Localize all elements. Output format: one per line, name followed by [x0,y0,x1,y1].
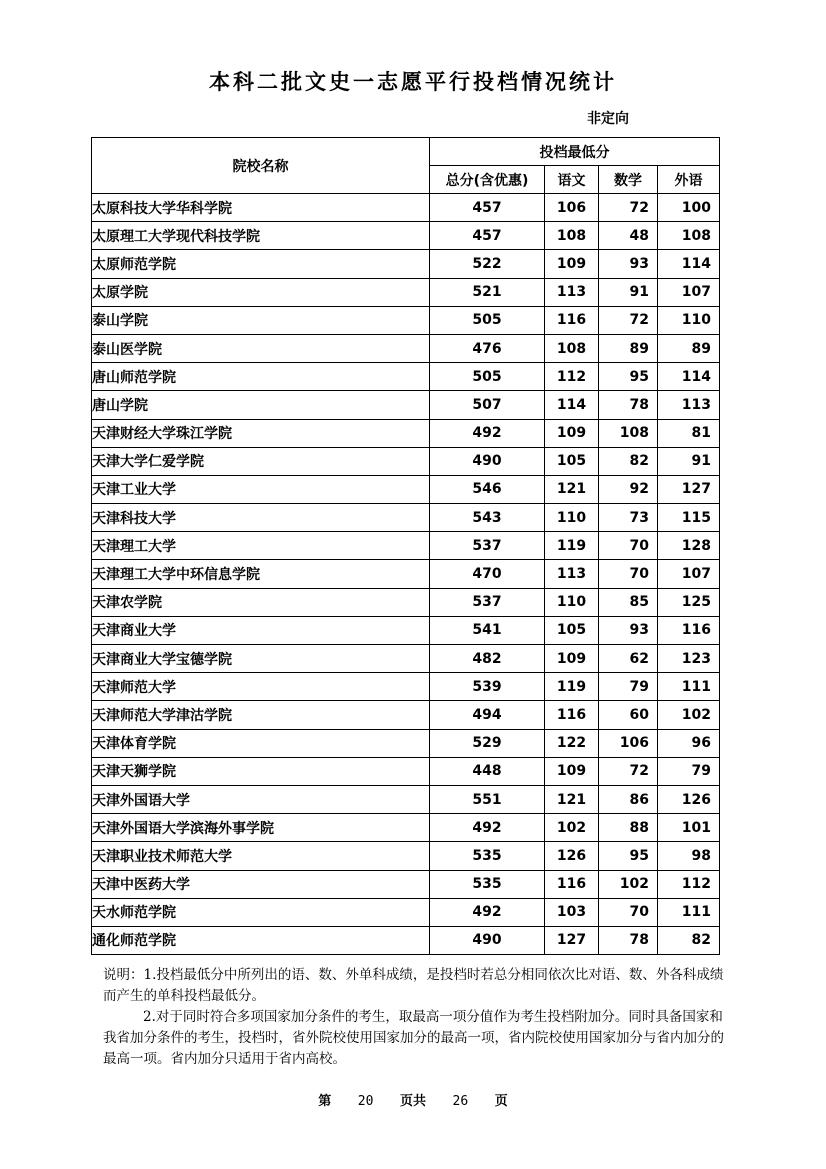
foreign-score-cell: 98 [658,842,720,870]
foreign-score-cell: 89 [658,334,720,362]
school-name-cell: 天津理工大学 [92,532,430,560]
school-name-cell: 太原师范学院 [92,250,430,278]
chinese-score-cell: 108 [545,334,599,362]
chinese-score-cell: 119 [545,532,599,560]
header-math: 数学 [599,166,658,194]
table-row [92,419,720,447]
math-score-cell: 79 [599,673,658,701]
chinese-score-cell: 110 [545,588,599,616]
math-score-cell: 89 [599,334,658,362]
total-score-cell: 476 [430,334,545,362]
math-score-cell: 78 [599,391,658,419]
foreign-score-cell: 107 [658,560,720,588]
school-name-cell: 天津外国语大学滨海外事学院 [92,814,430,842]
table-row [92,447,720,475]
math-score-cell: 102 [599,870,658,898]
total-score-cell: 470 [430,560,545,588]
total-score-cell: 492 [430,814,545,842]
school-name-cell: 天津农学院 [92,588,430,616]
school-name-cell: 天津师范大学津沽学院 [92,701,430,729]
table-row [92,729,720,757]
foreign-score-cell: 123 [658,645,720,673]
school-name-cell: 天津体育学院 [92,729,430,757]
table-row [92,391,720,419]
chinese-score-cell: 103 [545,898,599,926]
math-score-cell: 70 [599,532,658,560]
school-name-cell: 唐山师范学院 [92,363,430,391]
header-total: 总分(含优惠) [430,166,545,194]
school-name-cell: 天津商业大学 [92,616,430,644]
chinese-score-cell: 109 [545,757,599,785]
math-score-cell: 73 [599,504,658,532]
table-row [92,814,720,842]
foreign-score-cell: 82 [658,926,720,954]
table-row [92,785,720,813]
foreign-score-cell: 113 [658,391,720,419]
chinese-score-cell: 110 [545,504,599,532]
math-score-cell: 108 [599,419,658,447]
school-name-cell: 唐山学院 [92,391,430,419]
table-row [92,898,720,926]
foreign-score-cell: 102 [658,701,720,729]
school-name-cell: 太原理工大学现代科技学院 [92,222,430,250]
foreign-score-cell: 125 [658,588,720,616]
header-chinese: 语文 [545,166,599,194]
total-score-cell: 541 [430,616,545,644]
total-score-cell: 546 [430,475,545,503]
math-score-cell: 72 [599,194,658,222]
foreign-score-cell: 100 [658,194,720,222]
math-score-cell: 60 [599,701,658,729]
chinese-score-cell: 109 [545,419,599,447]
foreign-score-cell: 81 [658,419,720,447]
foreign-score-cell: 115 [658,504,720,532]
table-row [92,504,720,532]
school-name-cell: 太原科技大学华科学院 [92,194,430,222]
math-score-cell: 86 [599,785,658,813]
chinese-score-cell: 122 [545,729,599,757]
chinese-score-cell: 113 [545,560,599,588]
chinese-score-cell: 127 [545,926,599,954]
school-name-cell: 天水师范学院 [92,898,430,926]
table-row [92,673,720,701]
foreign-score-cell: 79 [658,757,720,785]
math-score-cell: 92 [599,475,658,503]
foreign-score-cell: 101 [658,814,720,842]
table-row [92,334,720,362]
school-name-cell: 天津外国语大学 [92,785,430,813]
foreign-score-cell: 114 [658,363,720,391]
math-score-cell: 88 [599,814,658,842]
school-name-cell: 天津师范大学 [92,673,430,701]
math-score-cell: 93 [599,250,658,278]
foreign-score-cell: 116 [658,616,720,644]
math-score-cell: 70 [599,560,658,588]
footer-mid: 页共 [399,1094,426,1109]
school-name-cell: 天津财经大学珠江学院 [92,419,430,447]
total-score-cell: 522 [430,250,545,278]
table-row [92,306,720,334]
foreign-score-cell: 108 [658,222,720,250]
chinese-score-cell: 121 [545,785,599,813]
table-row [92,870,720,898]
chinese-score-cell: 106 [545,194,599,222]
foreign-score-cell: 128 [658,532,720,560]
school-name-cell: 天津工业大学 [92,475,430,503]
chinese-score-cell: 116 [545,870,599,898]
score-table [91,137,720,955]
school-name-cell: 天津科技大学 [92,504,430,532]
total-score-cell: 492 [430,419,545,447]
total-score-cell: 492 [430,898,545,926]
foreign-score-cell: 127 [658,475,720,503]
note-1: 说明：1.投档最低分中所列出的语、数、外单科成绩，是投档时若总分相同依次比对语、数、外各科成绩而产生的单科投档最低分。 [103,967,724,1004]
chinese-score-cell: 109 [545,645,599,673]
chinese-score-cell: 126 [545,842,599,870]
total-score-cell: 543 [430,504,545,532]
chinese-score-cell: 113 [545,278,599,306]
foreign-score-cell: 126 [658,785,720,813]
chinese-score-cell: 119 [545,673,599,701]
total-score-cell: 507 [430,391,545,419]
table-row [92,560,720,588]
footer-total: 26 [452,1094,469,1109]
total-score-cell: 505 [430,306,545,334]
total-score-cell: 551 [430,785,545,813]
school-name-cell: 天津大学仁爱学院 [92,447,430,475]
table-row [92,363,720,391]
chinese-score-cell: 102 [545,814,599,842]
footer-page: 20 [357,1094,374,1109]
chinese-score-cell: 121 [545,475,599,503]
total-score-cell: 537 [430,532,545,560]
table-row [92,588,720,616]
total-score-cell: 535 [430,870,545,898]
total-score-cell: 535 [430,842,545,870]
page-title: 本科二批文史一志愿平行投档情况统计 [209,70,617,94]
math-score-cell: 106 [599,729,658,757]
math-score-cell: 72 [599,306,658,334]
school-name-cell: 天津职业技术师范大学 [92,842,430,870]
total-score-cell: 457 [430,222,545,250]
school-name-cell: 天津中医药大学 [92,870,430,898]
total-score-cell: 482 [430,645,545,673]
subtitle: 非定向 [587,111,629,127]
table-row [92,757,720,785]
school-name-cell: 天津理工大学中环信息学院 [92,560,430,588]
table-row [92,475,720,503]
total-score-cell: 505 [430,363,545,391]
table-row [92,278,720,306]
school-name-cell: 通化师范学院 [92,926,430,954]
total-score-cell: 521 [430,278,545,306]
foreign-score-cell: 111 [658,898,720,926]
notes [103,965,725,1070]
foreign-score-cell: 96 [658,729,720,757]
foreign-score-cell: 114 [658,250,720,278]
school-name-cell: 天津商业大学宝德学院 [92,645,430,673]
table-row [92,926,720,954]
math-score-cell: 85 [599,588,658,616]
chinese-score-cell: 114 [545,391,599,419]
school-name-cell: 泰山学院 [92,306,430,334]
foreign-score-cell: 91 [658,447,720,475]
table-row [92,645,720,673]
note-2: 2.对于同时符合多项国家加分条件的考生，取最高一项分值作为考生投档附加分。同时具备国家和我省加分条件的考生，投档时，省外院校使用国家加分的最高一项，省内院校使用国家加分与省内加分的最高一项。省内加分只适用于省内高校。 [103,1009,724,1067]
foreign-score-cell: 112 [658,870,720,898]
table-row [92,532,720,560]
page-footer [0,1090,826,1109]
table-row [92,250,720,278]
footer-prefix: 第 [318,1094,332,1109]
header-school-name: 院校名称 [92,138,430,194]
chinese-score-cell: 116 [545,306,599,334]
chinese-score-cell: 109 [545,250,599,278]
school-name-cell: 天津天狮学院 [92,757,430,785]
table-row [92,222,720,250]
math-score-cell: 95 [599,842,658,870]
total-score-cell: 457 [430,194,545,222]
header-foreign: 外语 [658,166,720,194]
header-min-score: 投档最低分 [430,138,720,166]
math-score-cell: 82 [599,447,658,475]
math-score-cell: 78 [599,926,658,954]
total-score-cell: 494 [430,701,545,729]
foreign-score-cell: 110 [658,306,720,334]
foreign-score-cell: 111 [658,673,720,701]
math-score-cell: 62 [599,645,658,673]
chinese-score-cell: 105 [545,616,599,644]
table-body [92,194,720,955]
math-score-cell: 93 [599,616,658,644]
math-score-cell: 72 [599,757,658,785]
table-row [92,842,720,870]
math-score-cell: 91 [599,278,658,306]
math-score-cell: 48 [599,222,658,250]
chinese-score-cell: 105 [545,447,599,475]
table-row [92,616,720,644]
footer-suffix: 页 [494,1094,508,1109]
total-score-cell: 539 [430,673,545,701]
total-score-cell: 537 [430,588,545,616]
total-score-cell: 490 [430,447,545,475]
chinese-score-cell: 116 [545,701,599,729]
foreign-score-cell: 107 [658,278,720,306]
math-score-cell: 70 [599,898,658,926]
chinese-score-cell: 108 [545,222,599,250]
table-row [92,194,720,222]
school-name-cell: 泰山医学院 [92,334,430,362]
table-row [92,701,720,729]
total-score-cell: 529 [430,729,545,757]
chinese-score-cell: 112 [545,363,599,391]
total-score-cell: 448 [430,757,545,785]
math-score-cell: 95 [599,363,658,391]
total-score-cell: 490 [430,926,545,954]
school-name-cell: 太原学院 [92,278,430,306]
